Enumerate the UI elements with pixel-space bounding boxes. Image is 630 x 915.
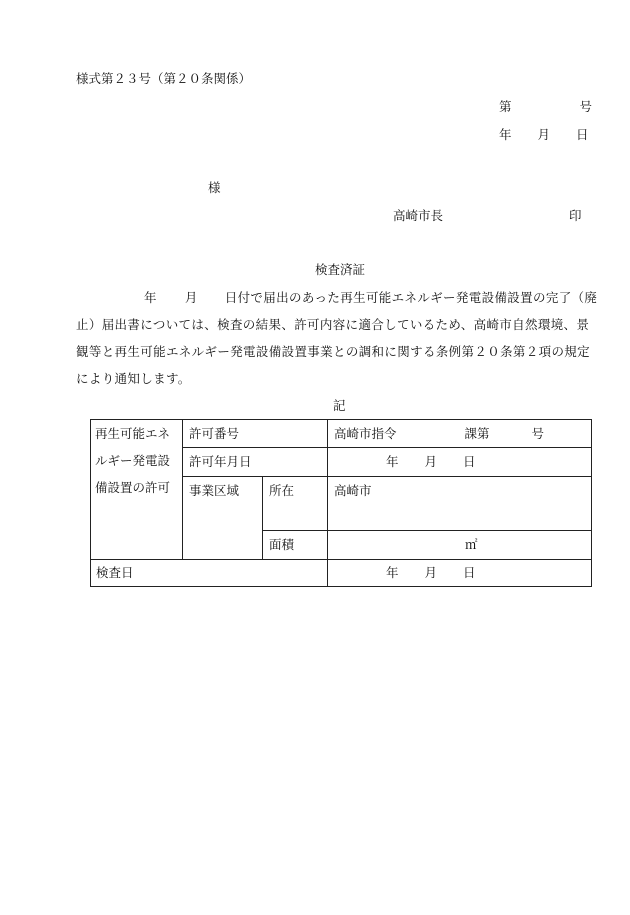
- permit-number-prefix: 高崎市指令: [334, 426, 397, 441]
- form-number-header: 様式第２３号（第２０条関係）: [76, 71, 252, 86]
- permit-date-value: [386, 456, 476, 469]
- permit-number-suffix: 号: [531, 426, 545, 441]
- group-label-line-2: ルギー発電設: [95, 453, 171, 468]
- body-line-1-text: 日付で届出のあった再生可能エネルギー発電設備設置の完了（廃: [224, 290, 598, 305]
- permit-table: [90, 419, 592, 587]
- body-line-4: により通知します。: [76, 371, 191, 386]
- doc-number-line: [499, 101, 592, 114]
- table-rule-4: [90, 559, 592, 560]
- doc-date-line: [499, 129, 589, 142]
- table-border-right: [591, 419, 592, 587]
- body-date-year: 年: [144, 290, 157, 305]
- doc-date-year: 年: [499, 127, 512, 142]
- location-label: 所在: [269, 483, 295, 498]
- body-line-1: [76, 292, 606, 305]
- table-rule-2: [182, 476, 592, 477]
- table-border-left: [90, 419, 91, 587]
- body-line-2: 止）届出書については、検査の結果、許可内容に適合しているため、高崎市自然環境、景: [76, 317, 590, 332]
- group-label-line-1: 再生可能エネ: [95, 426, 171, 441]
- inspection-date-month: 月: [424, 565, 438, 580]
- permit-date-label: 許可年月日: [189, 454, 252, 469]
- group-label-line-3: 備設置の許可: [95, 480, 171, 495]
- permit-date-day: 日: [463, 454, 476, 469]
- inspection-date-label: 検査日: [96, 565, 134, 580]
- doc-number-suffix: 号: [579, 99, 593, 114]
- location-value: 高崎市: [334, 483, 372, 498]
- document-title: 検査済証: [315, 262, 366, 277]
- permit-number-label: 許可番号: [189, 426, 240, 441]
- table-col-rule-2: [327, 419, 328, 587]
- doc-date-month: 月: [537, 127, 551, 142]
- table-rule-3: [262, 530, 592, 531]
- table-rule-1: [182, 447, 592, 448]
- body-date-month: 月: [184, 290, 198, 305]
- business-area-label: 事業区域: [189, 483, 240, 498]
- doc-number-prefix: 第: [499, 99, 512, 114]
- doc-date-day: 日: [576, 127, 589, 142]
- issuer-title: 高崎市長: [393, 208, 444, 223]
- inspection-date-value: [386, 567, 476, 580]
- inspection-date-day: 日: [463, 565, 476, 580]
- table-col-rule-1: [182, 419, 183, 559]
- body-line-3: 観等と再生可能エネルギー発電設備設置事業との調和に関する条例第２０条第２項の規定: [76, 344, 591, 359]
- area-label: 面積: [269, 537, 295, 552]
- area-unit: ㎡: [465, 537, 478, 552]
- permit-number-value: [334, 428, 544, 441]
- ki-heading: 記: [333, 398, 346, 413]
- table-border-top: [90, 419, 592, 420]
- addressee-honorific: 様: [208, 180, 221, 195]
- permit-number-mid: 課第: [464, 426, 490, 441]
- issuer-seal: 印: [569, 208, 582, 223]
- table-border-bottom: [90, 586, 592, 587]
- permit-date-month: 月: [424, 454, 438, 469]
- permit-date-year: 年: [386, 454, 399, 469]
- issuer-line: [393, 210, 582, 223]
- inspection-date-year: 年: [386, 565, 399, 580]
- table-col-rule-3: [262, 476, 263, 559]
